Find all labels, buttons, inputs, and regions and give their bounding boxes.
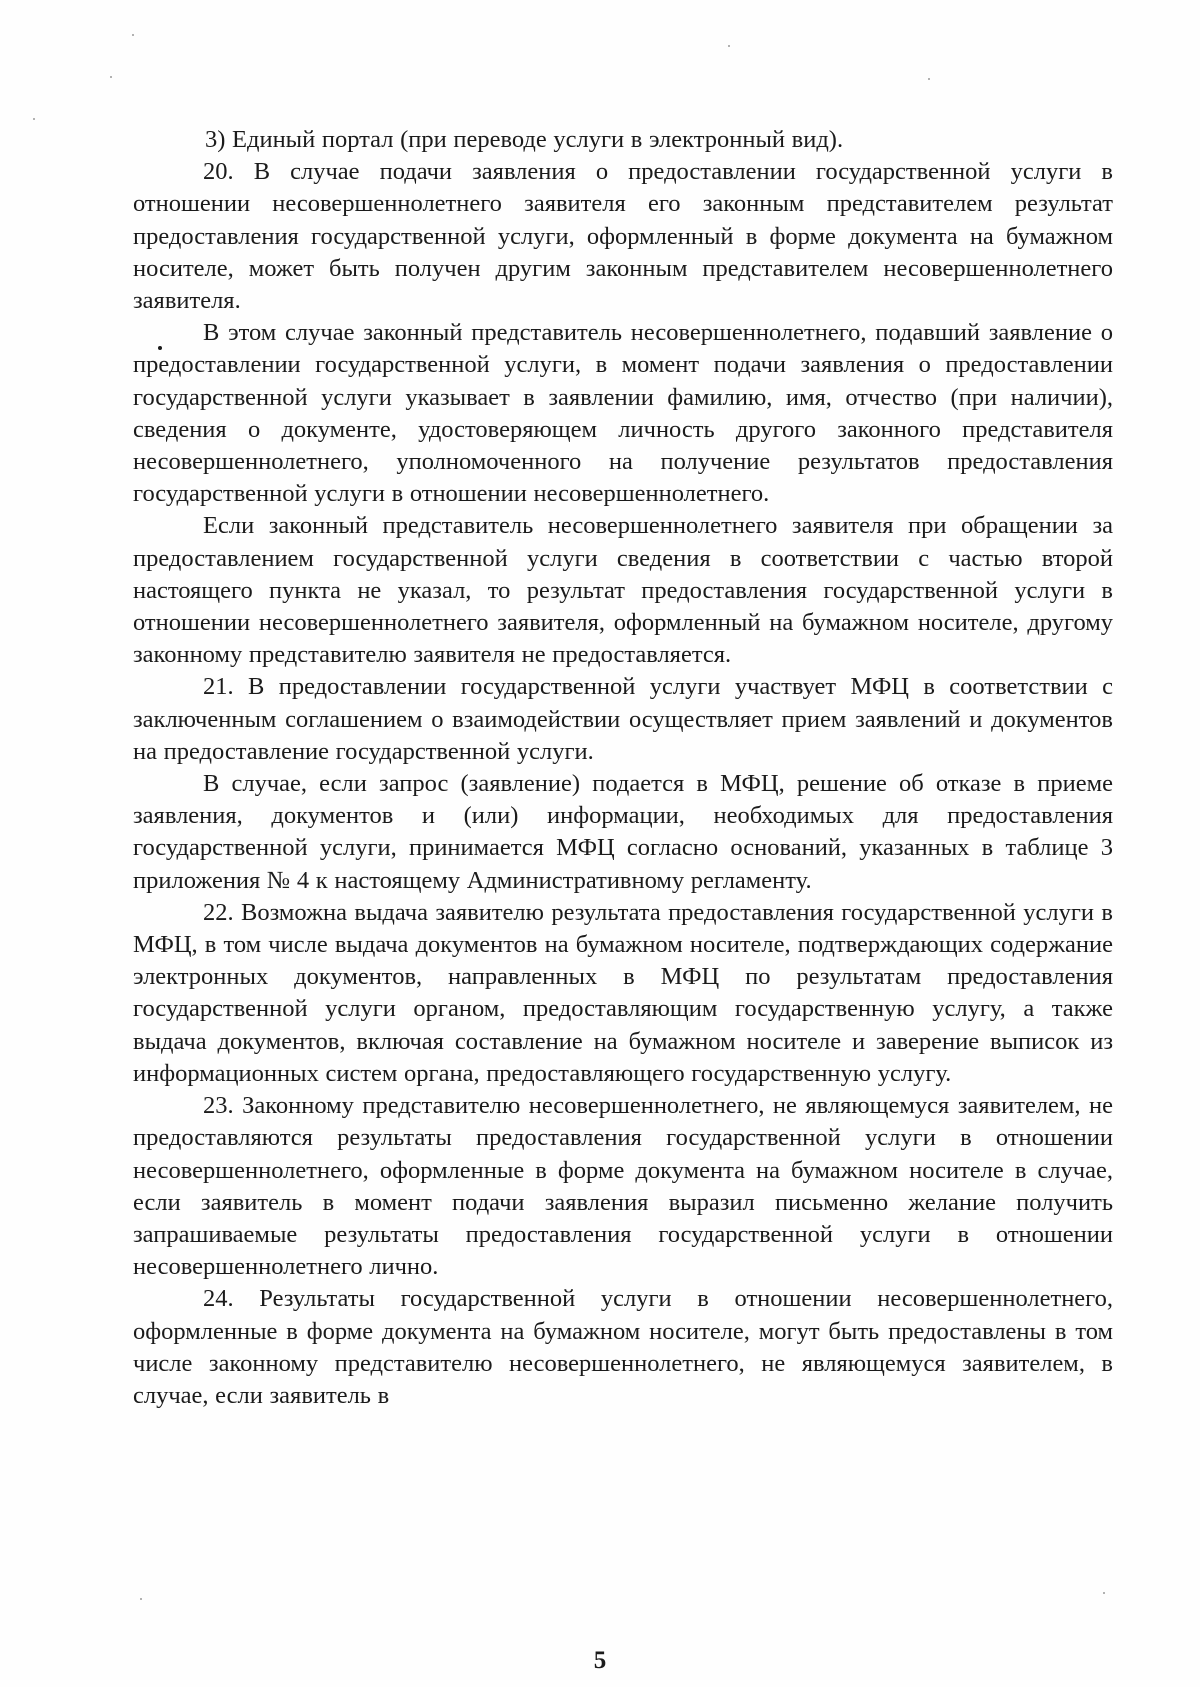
paragraph-clause-22: 22. Возможна выдача заявителю результата предоставления государственной услуги в МФЦ, в том числе выдача документов на бумажном носителе, подтверждающих содержание электронных документов, направленных в МФЦ по результатам предоставления государственной услуги органом, предоставляющим государственную услугу, а также выдача документов, включая составление на бумажном носителе и заверение выписок из информационных систем органа, предоставляющего государственную услугу. xyxy=(133,898,1113,1087)
scan-speck xyxy=(132,34,134,36)
paragraph-clause-23: 23. Законному представителю несовершеннолетнего, не являющемуся заявителем, не предоставляются результаты предоставления государственной услуги в отношении несовершеннолетнего, оформленные в форме документа на бумажном носителе в случае, если заявитель в момент подачи заявления выразил письменно желание получить запрашиваемые результаты предоставления государственной услуги в отношении несовершеннолетнего лично. xyxy=(133,1092,1113,1281)
paragraph-clause-20-part-3: Если законный представитель несовершеннолетнего заявителя при обращении за предоставлением государственной услуги сведения в соответствии с частью второй настоящего пункта не указал, то результат предоставления государственной услуги в отношении несовершеннолетнего заявителя, оформленный на бумажном носителе, другому законному представителю заявителя не предоставляется. xyxy=(133,512,1113,669)
document-body xyxy=(133,124,1113,1412)
paragraph-clause-20: 20. В случае подачи заявления о предоставлении государственной услуги в отношении несовершеннолетнего заявителя его законным представителем результат предоставления государственной услуги, оформленный в форме документа на бумажном носителе, может быть получен другим законным представителем несовершеннолетнего заявителя. xyxy=(133,158,1113,315)
paragraph-clause-21: 21. В предоставлении государственной услуги участвует МФЦ в соответствии с заключенным соглашением о взаимодействии осуществляет прием заявлений и документов на предоставление государственной услуги. xyxy=(133,673,1113,765)
paragraph-item-3: 3) Единый портал (при переводе услуги в электронный вид). xyxy=(205,126,844,153)
scan-speck xyxy=(1103,1592,1105,1594)
scan-speck xyxy=(140,1598,142,1600)
scan-speck xyxy=(928,78,930,80)
paragraph-clause-20-part-2: В этом случае законный представитель несовершеннолетнего, подавший заявление о предоставлении государственной услуги, в момент подачи заявления о предоставлении государственной услуги указывает в заявлении фамилию, имя, отчество (при наличии), сведения о документе, удостоверяющем личность другого законного представителя несовершеннолетнего, уполномоченного на получение результатов предоставления государственной услуги в отношении несовершеннолетнего. xyxy=(133,319,1113,508)
scan-speck xyxy=(110,76,112,78)
page-number: 5 xyxy=(593,1647,607,1674)
paragraph-clause-24: 24. Результаты государственной услуги в отношении несовершеннолетнего, оформленные в форме документа на бумажном носителе, могут быть предоставлены в том числе законному представителю несовершеннолетнего, не являющемуся заявителем, в случае, если заявитель в xyxy=(133,1285,1113,1409)
scan-speck xyxy=(728,45,730,47)
paragraph-clause-21-part-2: В случае, если запрос (заявление) подается в МФЦ, решение об отказе в приеме заявления, документов и (или) информации, необходимых для предоставления государственной услуги, принимается МФЦ согласно оснований, указанных в таблице 3 приложения № 4 к настоящему Административному регламенту. xyxy=(133,770,1113,894)
scan-speck xyxy=(33,118,35,120)
